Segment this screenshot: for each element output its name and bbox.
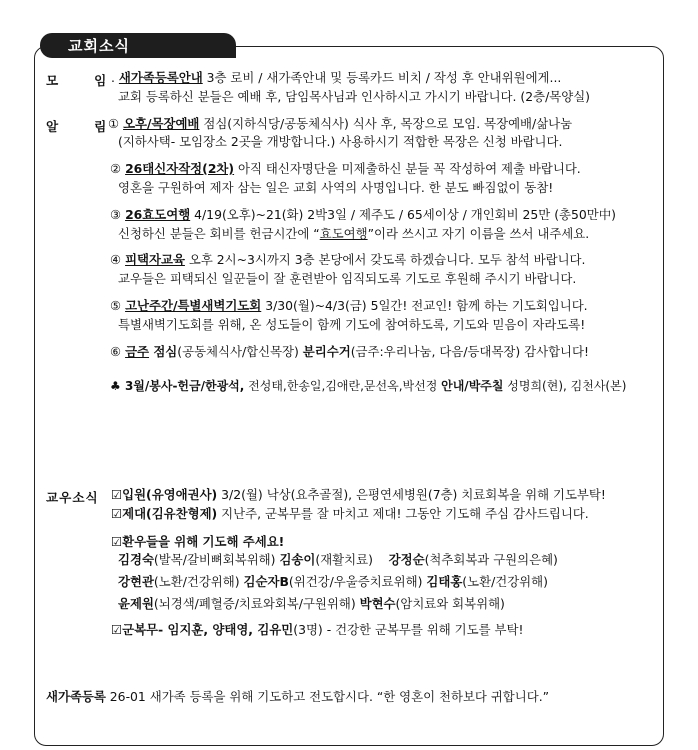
news-frame xyxy=(34,46,664,746)
section-label-gyowoo: 교우소식 xyxy=(46,490,99,505)
checkbox-icon: ☑ xyxy=(111,487,123,502)
gyowoo-row-military: ☑군복무- 임지훈, 양태영, 김유민(3명) - 건강한 군복무를 위해 기도를 부탁! xyxy=(111,622,524,637)
checkbox-icon: ☑ xyxy=(111,506,123,521)
checkbox-icon: ☑ xyxy=(111,622,123,637)
alim-item-3: ③ 26효도여행 4/19(오후)~21(화) 2박3일 / 제주도 / 65세이상 / 개인회비 25만 (총50만中) xyxy=(110,207,616,222)
patient-list-row-3: 윤제원(뇌경색/폐혈증/치료와회복/구원위해) 박현수(암치료와 회복위해) xyxy=(118,596,505,611)
newfamily-line: 새가족등록 26-01 새가족 등록을 위해 기도하고 전도합시다. “한 영혼이 천하보다 귀합니다.” xyxy=(46,689,550,704)
service-roster: ♣ 3월/봉사-헌금/한광석, 전성태,한송일,김애란,문선옥,박선정 안내/박주칠 성명희(현), 김천사(본) xyxy=(110,379,627,393)
section-label-alim: 알 림 xyxy=(46,119,107,134)
alim-item-5-detail: 특별새벽기도회를 위해, 온 성도들이 함께 기도에 참여하도록, 기도와 믿음이 자라도록! xyxy=(118,317,586,332)
alim-item-2: ② 26태신자작정(2차) 아직 태신자명단을 미제출하신 분들 꼭 작성하여 제출 바랍니다. xyxy=(110,161,581,176)
gyowoo-row-hospital: ☑입원(유영애권사) 3/2(월) 낙상(요추골절), 은평연세병원(7층) 치료회복을 위해 기도부탁! xyxy=(111,487,606,502)
alim-item-3-detail: 신청하신 분들은 회비를 헌금시간에 “효도여행”이라 쓰시고 자기 이름을 쓰서 내주세요. xyxy=(118,226,590,241)
section-label-moim: 모 임 xyxy=(46,73,107,88)
page-title: 교회소식 xyxy=(68,37,130,55)
patient-list-row-2: 강현관(노환/건강위해) 김순자B(위건강/우울증치료위해) 김태홍(노환/건강위해) xyxy=(118,574,548,589)
alim-item-4-detail: 교우들은 피택되신 일꾼들이 잘 훈련받아 임직되도록 기도로 후원해 주시기 바랍니다. xyxy=(118,271,577,286)
checkbox-icon: ☑ xyxy=(111,534,123,549)
gyowoo-row-prayer: ☑환우들을 위해 기도해 주세요! xyxy=(111,534,285,549)
alim-item-2-detail: 영혼을 구원하여 제자 삼는 일은 교회 사역의 사명입니다. 한 분도 빠짐없이 동참! xyxy=(118,180,554,195)
section-label-newfamily: 새가족등록 xyxy=(46,689,106,704)
alim-item-1-detail: (지하사택- 모임장소 2곳을 개방합니다.) 사용하시기 적합한 목장은 신청 바랍니다. xyxy=(118,134,563,149)
alim-item-6: ⑥ 금주 점심(공동체식사/합신목장) 분리수거(금주:우리나눔, 다음/등대목장) 감사합니다! xyxy=(110,344,589,359)
club-icon: ♣ xyxy=(110,379,121,393)
patient-list-row-1: 김경숙(발목/갈비뼈회복위해) 김송이(재활치료) 강정순(척추회복과 구원의은혜) xyxy=(118,552,558,567)
gyowoo-row-discharge: ☑제대(김유찬형제) 지난주, 군복무를 잘 마치고 제대! 그동안 기도해 주심 감사드립니다. xyxy=(111,506,589,521)
moim-line-2: 교회 등록하신 분들은 예배 후, 담임목사님과 인사하시고 가시기 바랍니다. (2층/목양실) xyxy=(118,89,591,104)
moim-line-1: . 새가족등록안내 3층 로비 / 새가족안내 및 등록카드 비치 / 작성 후 안내위원에게... xyxy=(111,70,562,85)
alim-item-1: ① 오후/목장예배 점심(지하식당/공동체식사) 식사 후, 목장으로 모임. 목장예배/삶나눔 xyxy=(108,116,573,131)
alim-item-5: ⑤ 고난주간/특별새벽기도회 3/30(월)~4/3(금) 5일간! 전교인! 함께 하는 기도회입니다. xyxy=(110,298,588,313)
alim-item-4: ④ 피택자교육 오후 2시~3시까지 3층 본당에서 갖도록 하겠습니다. 모두 참석 바랍니다. xyxy=(110,252,586,267)
